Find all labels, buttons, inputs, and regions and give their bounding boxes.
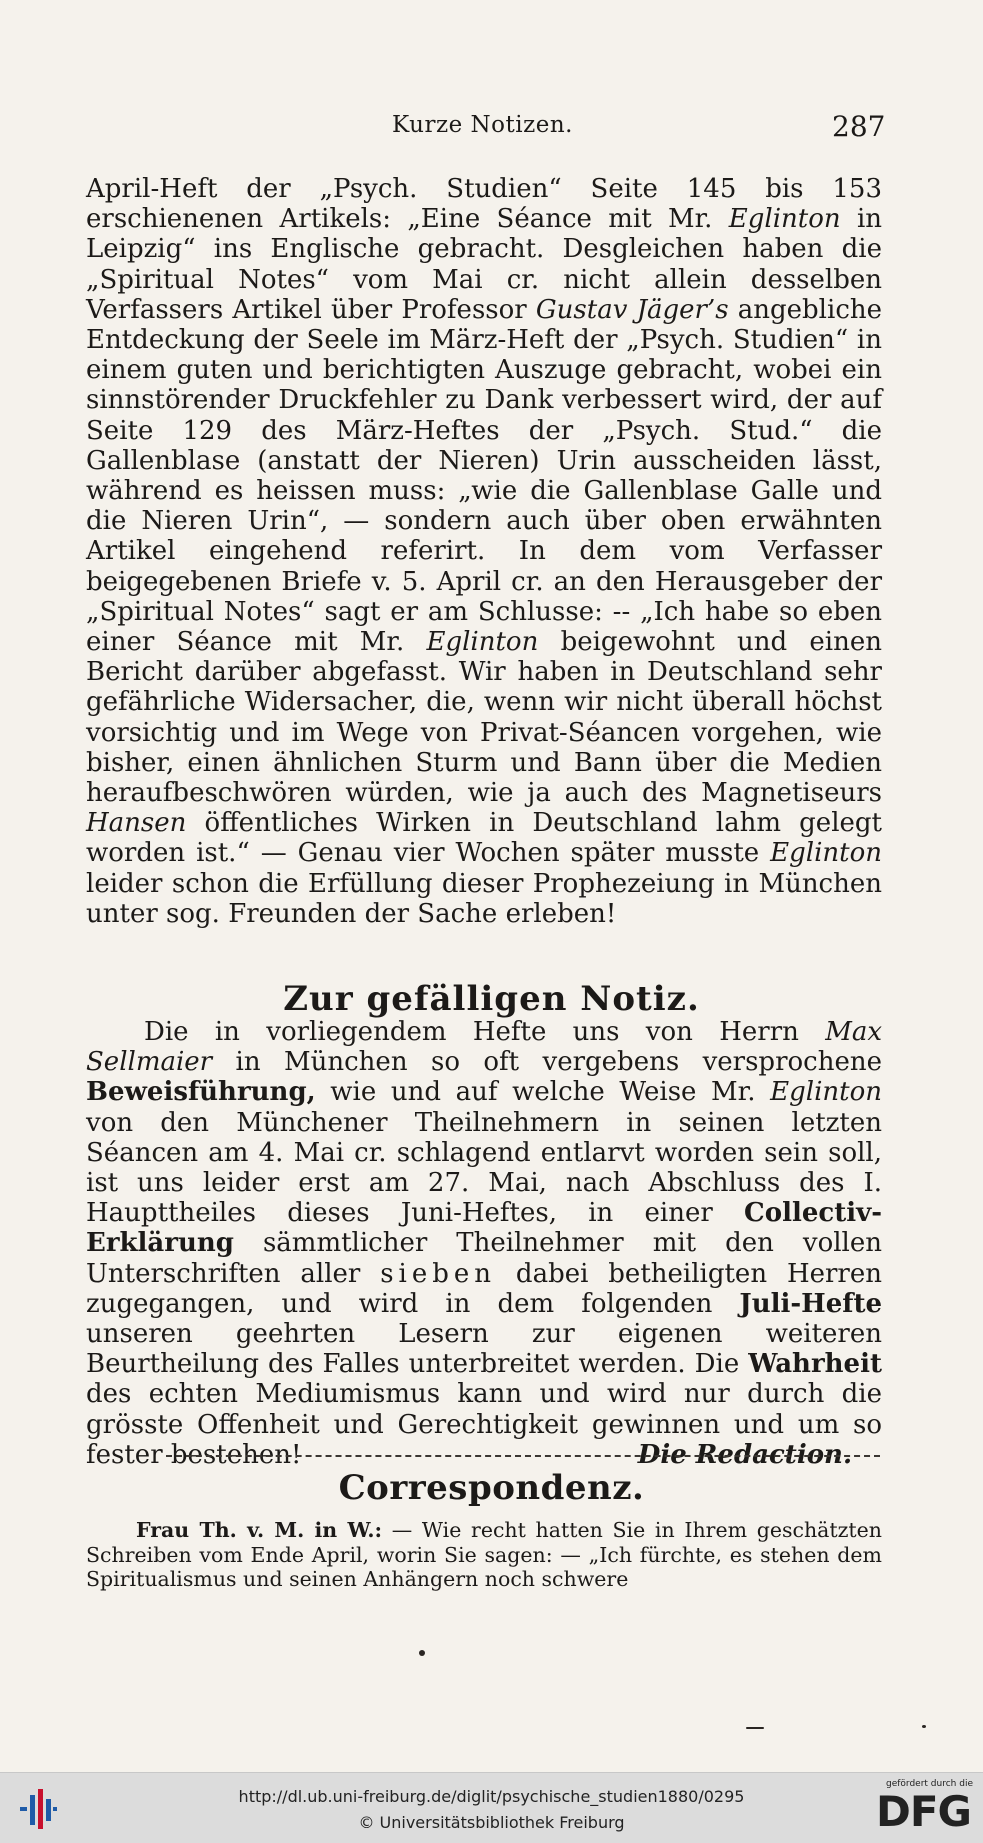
section-divider [166, 1455, 880, 1457]
bold-term: Beweisführung, [86, 1077, 316, 1108]
person-name: Eglinton [770, 838, 882, 869]
addressee: Frau Th. v. M. in W.: [136, 1518, 383, 1542]
footer-url[interactable]: http://dl.ub.uni-freiburg.de/diglit/psychische_studien1880/0295 [238, 1787, 745, 1806]
bold-term: Collectiv-Erklärung [86, 1198, 882, 1259]
dfg-caption: gefördert durch die [886, 1779, 973, 1789]
person-name: Hansen [86, 808, 187, 839]
paragraph-notice: Die in vorliegendem Hefte uns von Herrn Max Sellmaier in München so oft vergebens versprochene Beweisführung, wie und auf welche Weise Mr. Eglinton von den Münchener Theilnehmern in seinen letzten Séancen am 4. Mai cr. schlagend entlarvt worden sein soll, ist uns leider erst am 27. Mai, nach Abschluss des I. Haupttheiles dieses Juni-Heftes, in einer Collectiv-Erklärung sämmtlicher Theilnehmer mit den vollen Unterschriften aller sieben dabei betheiligten Herren zugegangen, und wird in dem folgenden Juli-Hefte unseren geehrten Lesern zur eigenen weiteren Beurtheilung des Falles unterbreitet werden. Die Wahrheit des echten Mediumismus kann und wird nur durch die grösste Offenheit und Gerechtigkeit gewinnen und um so fester bestehen! Die Redaction. [86, 1017, 882, 1470]
notice-heading: Zur gefälligen Notiz. [283, 979, 700, 1019]
bold-term: Juli-Hefte [739, 1288, 882, 1319]
person-name: Gustav Jäger’s [535, 294, 729, 325]
correspondence-heading: Correspondenz. [338, 1468, 645, 1508]
ink-speck [746, 1727, 764, 1729]
footer-copyright: © Universitätsbibliothek Freiburg [358, 1813, 625, 1832]
signature: Die Redaction. [637, 1439, 852, 1470]
person-name: Eglinton [426, 627, 539, 658]
spaced-term: sieben [380, 1258, 497, 1289]
ink-speck [419, 1650, 425, 1656]
footer-bar [0, 1772, 983, 1843]
person-name: Eglinton [728, 204, 841, 235]
dfg-logo: DFG [875, 1787, 971, 1836]
running-title: Kurze Notizen. [392, 112, 573, 138]
page-number: 287 [832, 110, 886, 143]
running-head [0, 112, 983, 146]
person-name: Max Sellmaier [86, 1017, 882, 1078]
ink-speck [922, 1725, 926, 1728]
paragraph-correspondence: Frau Th. v. M. in W.: — Wie recht hatten Sie in Ihrem geschätzten Schreiben vom Ende April, worin Sie sagen: — „Ich fürchte, es stehen dem Spiritualismus und seinen Anhängern noch schwere [86, 1518, 882, 1591]
bold-term: Wahrheit [748, 1349, 882, 1380]
paragraph-eglinton-article: April-Heft der „Psych. Studien“ Seite 145 bis 153 erschienenen Artikels: „Eine Séance mit Mr. Eglinton in Leipzig“ ins Englische gebracht. Desgleichen haben die „Spiritual Notes“ vom Mai cr. nicht allein desselben Verfassers Artikel über Professor Gustav Jäger’s angebliche Entdeckung der Seele im März-Heft der „Psych. Studien“ in einem guten und berichtigten Auszuge gebracht, wobei ein sinnstörender Druckfehler zu Dank verbessert wird, der auf Seite 129 des März-Heftes der „Psych. Stud.“ die Gallenblase (anstatt der Nieren) Urin ausscheiden lässt, während es heissen muss: „wie die Gallenblase Galle und die Nieren Urin“, — sondern auch über oben erwähnten Artikel eingehend referirt. In dem vom Verfasser beigegebenen Briefe v. 5. April cr. an den Herausgeber der „Spiritual Notes“ sagt er am Schlusse: -- „Ich habe so eben einer Séance mit Mr. Eglinton beigewohnt und einen Bericht darüber abgefasst. Wir haben in Deutschland sehr gefährliche Widersacher, die, wenn wir nicht überall höchst vorsichtig und im Wege von Privat-Séancen vorgehen, wie bisher, einen ähnlichen Sturm und Bann über die Medien heraufbeschwören würden, wie ja auch des Magnetiseurs Hansen öffentliches Wirken in Deutschland lahm gelegt worden ist.“ — Genau vier Wochen später musste Eglinton leider schon die Erfüllung dieser Prophezeiung in München unter sog. Freunden der Sache erleben! [86, 174, 883, 929]
person-name: Eglinton [770, 1077, 882, 1108]
